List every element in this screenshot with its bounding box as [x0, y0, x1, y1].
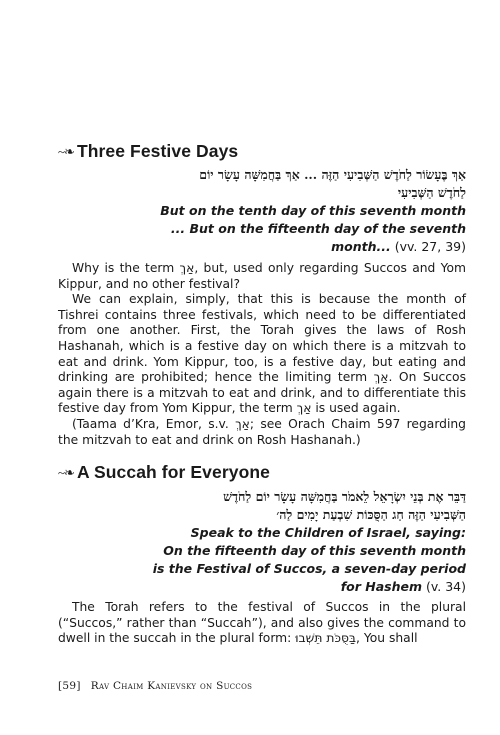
verse-quote	[153, 488, 466, 596]
translation-text: for Hashem	[340, 579, 422, 594]
english-translation-line: Speak to the Children of Israel, saying:	[190, 525, 466, 540]
section-body	[58, 600, 466, 647]
section-title: Three Festive Days	[76, 141, 239, 161]
verse-reference: (v. 34)	[421, 579, 466, 594]
section-title: A Succah for Everyone	[76, 462, 270, 482]
fleuron-ornament: ~❧	[58, 143, 74, 159]
hebrew-verse-line: אַךְ בֶּעָשׂוֹר לַחֹדֶשׁ הַשְּׁבִיעִי הַזֶּה ... אַךְ בַּחֲמִשָּׁה עָשָׂר יוֹם	[199, 167, 466, 182]
body-paragraph: We can explain, simply, that this is because the month of Tishrei contains three festivals, which need to be differentiated from one another. First, the Torah gives the laws of Rosh Hashanah, which is a festive day on which there is a mitzvah to eat and drink. Yom Kippur, too, is a festive day, but eating and drinking are prohibited; hence the limiting term אַךְ. On Succos again there is a mitzvah to eat and drink, and to differentiate this festive day from Yom Kippur, the term אַךְ is used again.	[58, 292, 466, 416]
translation-text: month...	[331, 239, 391, 254]
hebrew-verse-line: הַשְּׁבִיעִי הַזֶּה חַג הַסֻּכּוֹת שִׁבְעַת יָמִים לַה׳	[276, 507, 466, 522]
section-heading	[58, 141, 238, 162]
book-page	[58, 0, 466, 735]
verse-quote	[160, 166, 466, 256]
english-translation-line: But on the tenth day of this seventh month	[160, 203, 466, 218]
english-translation-line: ... But on the fifteenth day of the seventh	[170, 221, 466, 236]
page-number: [59]	[58, 680, 81, 692]
hebrew-verse-line: לַחֹדֶשׁ הַשְּׁבִיעִי	[397, 185, 466, 200]
english-translation-line: is the Festival of Succos, a seven-day period	[152, 561, 466, 576]
english-translation-line	[160, 238, 466, 256]
body-paragraph: Why is the term אַךְ, but, used only regarding Succos and Yom Kippur, and no other festival?	[58, 261, 466, 291]
english-translation-line	[153, 578, 466, 596]
body-paragraph: The Torah refers to the festival of Succos in the plural (“Succos,” rather than “Succah”), and also gives the command to dwell in the succah in the plural form: בַּסֻּכֹּת תֵּשְׁבוּ, You shall	[58, 600, 466, 646]
running-title: Rav Chaim Kanievsky on Succos	[90, 680, 253, 692]
fleuron-ornament: ~❧	[58, 464, 74, 480]
page-footer	[58, 680, 252, 692]
citation-paragraph: (Taama d’Kra, Emor, s.v. אַךְ; see Orach Chaim 597 regarding the mitzvah to eat and drink on Rosh Hashanah.)	[58, 416, 466, 447]
hebrew-verse-line: דַּבֵּר אֶת בְּנֵי יִשְׂרָאֵל לֵאמֹר בַּחֲמִשָּׁה עָשָׂר יוֹם לַחֹדֶשׁ	[223, 489, 466, 504]
english-translation-line: On the fifteenth day of this seventh month	[163, 543, 466, 558]
verse-reference: (vv. 27, 39)	[390, 239, 466, 254]
section-heading	[58, 462, 270, 483]
section-body	[58, 261, 466, 448]
